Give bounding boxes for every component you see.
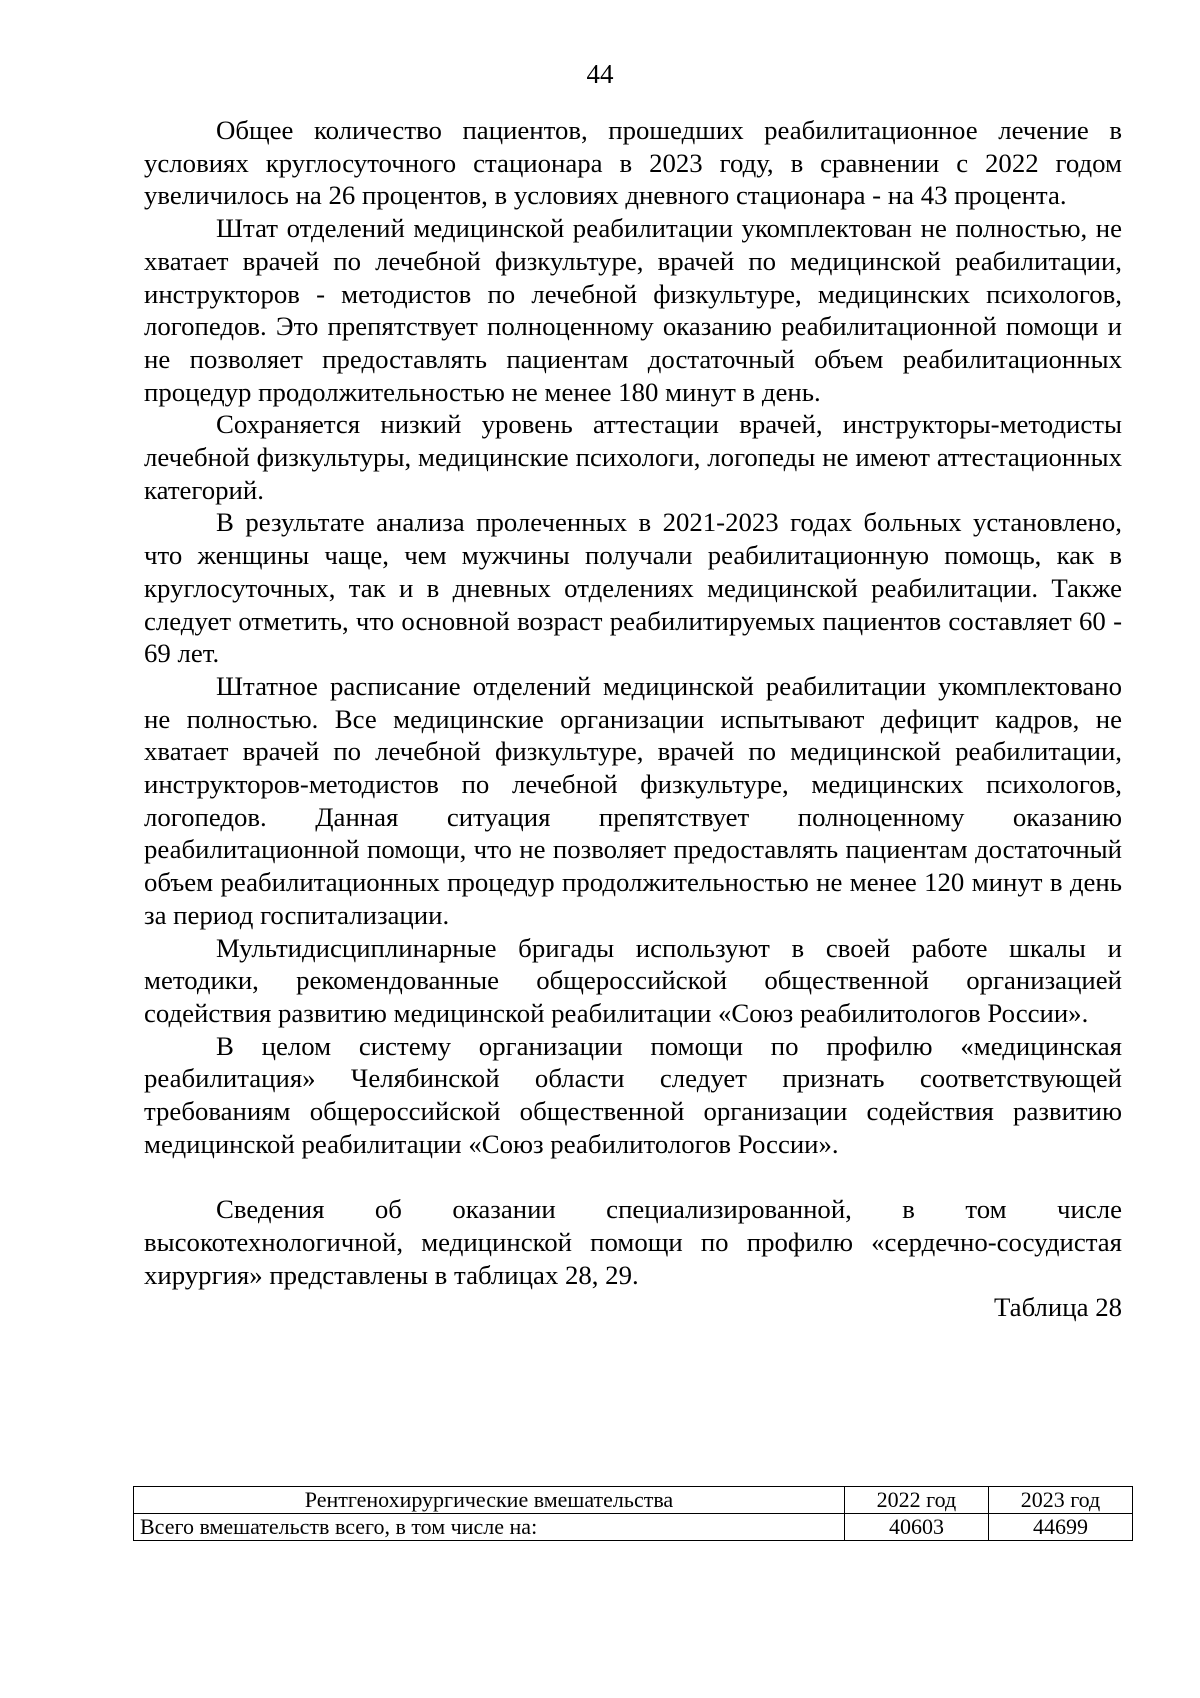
table-header-cell: 2023 год bbox=[988, 1487, 1132, 1514]
paragraph-staffing: Штат отделений медицинской реабилитации укомплектован не полностью, не хватает врачей по лечебной физкультуре, врачей по медицинской реабилитации, инструкторов - методистов по лечебной физкультуре, медицинских психологов, логопедов. Это препятствует полноценному оказанию реабилитационной помощи и не позволяет предоставлять пациентам достаточный объем реабилитационных процедур продолжительностью не менее 180 минут в день. bbox=[144, 213, 1122, 407]
document-body bbox=[144, 114, 1122, 1324]
paragraph-multidisciplinary: Мультидисциплинарные бригады используют в своей работе шкалы и методики, рекомендованные общероссийской общественной организацией содействия развитию медицинской реабилитации «Союз реабилитологов России». bbox=[144, 932, 1122, 1028]
data-table bbox=[133, 1486, 1133, 1541]
table-header-cell: 2022 год bbox=[844, 1487, 988, 1514]
paragraph-cardio-surgery: Сведения об оказании специализированной, в том числе высокотехнологичной, медицинской помощи по профилю «сердечно-сосудистая хирургия» представлены в таблицах 28, 29. bbox=[144, 1194, 1122, 1290]
paragraph-patient-count: Общее количество пациентов, прошедших реабилитационное лечение в условиях круглосуточного стационара в 2023 году, в сравнении с 2022 годом увеличилось на 26 процентов, в условиях дневного стационара - на 43 процента. bbox=[144, 115, 1122, 211]
paragraph-conclusion: В целом систему организации помощи по профилю «медицинская реабилитация» Челябинской области следует признать соответствующей требованиям общероссийской общественной организации содействия развитию медицинской реабилитации «Союз реабилитологов России». bbox=[144, 1030, 1122, 1159]
table-row bbox=[134, 1514, 1133, 1541]
paragraph-certification: Сохраняется низкий уровень аттестации врачей, инструкторы-методисты лечебной физкультуры, медицинские психологи, логопеды не имеют аттестационных категорий. bbox=[144, 409, 1122, 505]
table-header-row bbox=[134, 1487, 1133, 1514]
paragraph-analysis: В результате анализа пролеченных в 2021-2023 годах больных установлено, что женщины чаще, чем мужчины получали реабилитационную помощь, как в круглосуточных, так и в дневных отделениях медицинской реабилитации. Также следует отметить, что основной возраст реабилитируемых пациентов составляет 60 - 69 лет. bbox=[144, 507, 1122, 669]
page-number: 44 bbox=[586, 59, 614, 89]
table-cell: 44699 bbox=[988, 1514, 1132, 1541]
paragraph-staff-schedule: Штатное расписание отделений медицинской реабилитации укомплектовано не полностью. Все медицинские организации испытывают дефицит кадров, не хватает врачей по лечебной физкультуре, врачей по медицинской реабилитации, инструкторов-методистов по лечебной физкультуре, медицинских психологов, логопедов. Данная ситуация препятствует полноценному оказанию реабилитационной помощи, что не позволяет предоставлять пациентам достаточный объем реабилитационных процедур продолжительностью не менее 120 минут в день за период госпитализации. bbox=[144, 670, 1122, 930]
table-caption: Таблица 28 bbox=[993, 1292, 1122, 1323]
table-header-cell: Рентгенохирургические вмешательства bbox=[134, 1487, 845, 1514]
table-cell: 40603 bbox=[844, 1514, 988, 1541]
table-cell: Всего вмешательств всего, в том числе на: bbox=[134, 1514, 845, 1541]
